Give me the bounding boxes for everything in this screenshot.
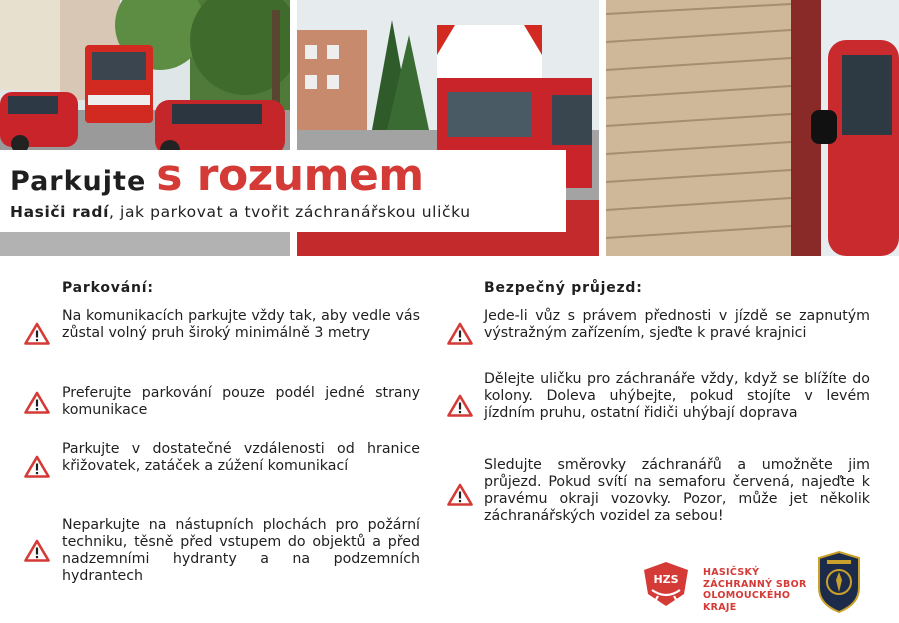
warning-triangle-icon (24, 539, 50, 563)
left-item-text: Neparkujte na nástupních plochách pro požární techniku, těsně před vstupem do objektů a před nadzemními hydranty a na podzemních hydrantech (62, 517, 420, 584)
org-line: ZÁCHRANNÝ SBOR (703, 578, 807, 590)
fire-rescue-badge-icon (815, 550, 863, 614)
org-line: HASIČSKÝ (703, 567, 760, 578)
org-name (703, 567, 807, 613)
page-title (10, 150, 424, 202)
title-part1: Parkujte (10, 166, 147, 197)
warning-triangle-icon (447, 322, 473, 346)
right-item-text: Jede-li vůz s právem přednosti v jízdě se zapnutým výstražným zařízením, sjeďte k pravé krajnici (484, 308, 870, 341)
org-line: OLOMOUCKÉHO (703, 590, 791, 601)
warning-triangle-icon (447, 483, 473, 507)
warning-triangle-icon (24, 455, 50, 479)
photo-truck-shutter (606, 0, 899, 256)
left-item-text: Parkujte v dostatečné vzdálenosti od hranice křižovatek, zatáček a zúžení komunikací (62, 441, 420, 474)
left-heading: Parkování: (62, 280, 154, 296)
left-item-text: Na komunikacích parkujte vždy tak, aby vedle vás zůstal volný pruh široký minimálně 3 metry (62, 308, 420, 341)
warning-triangle-icon (447, 394, 473, 418)
subtitle-rest: , jak parkovat a tvořit záchranářskou uličku (108, 203, 471, 221)
title-part2: s rozumem (156, 150, 424, 201)
subtitle-bold: Hasiči radí (10, 203, 109, 221)
subtitle (10, 203, 471, 221)
hzs-logo-text: HZS (653, 573, 679, 586)
left-item-text: Preferujte parkování pouze podél jedné strany komunikace (62, 385, 420, 418)
right-item-text: Dělejte uličku pro záchranáře vždy, když se blížíte do kolony. Doleva uhýbejte, pokud stojíte v levém jízdním pruhu, ostatní řidiči uhýbají doprava (484, 371, 870, 421)
hzs-logo-icon (638, 560, 694, 614)
right-heading: Bezpečný průjezd: (484, 280, 643, 296)
right-item-text: Sledujte směrovky záchranářů a umožněte jim průjezd. Pokud svítí na semaforu červená, najeďte k pravému okraji vozovky. Pozor, může jet několik záchranářských vozidel za sebou! (484, 457, 870, 524)
warning-triangle-icon (24, 322, 50, 346)
warning-triangle-icon (24, 391, 50, 415)
org-line: KRAJE (703, 601, 737, 613)
